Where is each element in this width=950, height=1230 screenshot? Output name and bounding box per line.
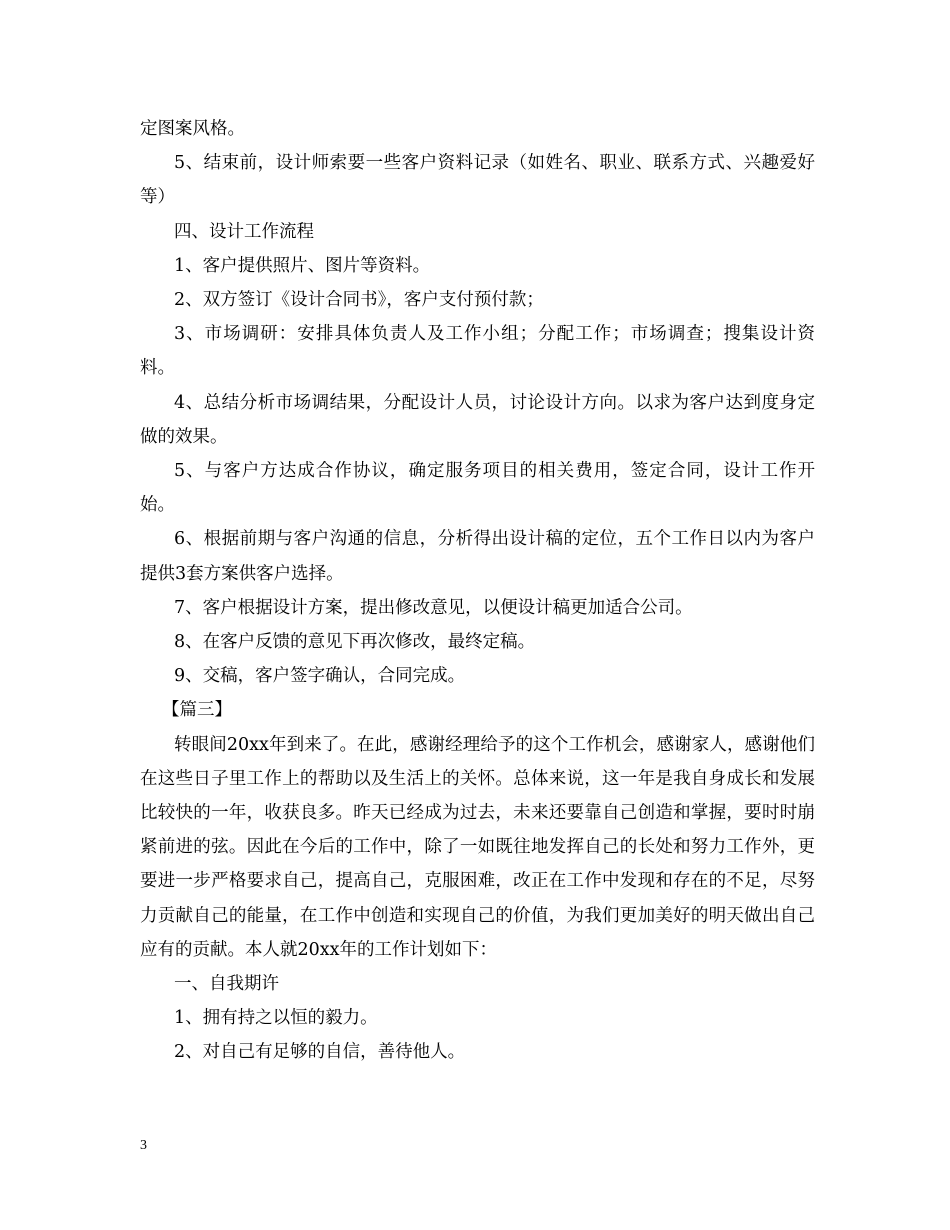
list-item: 7、客户根据设计方案，提出修改意见，以便设计稿更加适合公司。	[174, 597, 693, 618]
section-heading: 四、设计工作流程	[174, 221, 314, 242]
list-item: 1、客户提供照片、图片等资料。	[174, 255, 431, 276]
document-body	[140, 112, 815, 1070]
paragraph: 定图案风格。	[140, 119, 245, 139]
paragraph: 5、结束前，设计师索要一些客户资料记录（如姓名、职业、联系方式、兴趣爱好等）	[140, 153, 815, 208]
list-item: 6、根据前期与客户沟通的信息，分析得出设计稿的定位，五个工作日以内为客户提供3套方案供客户选择。	[140, 529, 815, 584]
list-item: 8、在客户反馈的意见下再次修改，最终定稿。	[174, 632, 536, 653]
list-item: 3、市场调研：安排具体负责人及工作小组；分配工作；市场调查；搜集设计资料。	[140, 324, 815, 379]
page-number: 3	[140, 1138, 147, 1153]
chapter-title: 【篇三】	[162, 700, 232, 721]
section-heading: 一、自我期许	[174, 974, 279, 995]
list-item: 1、拥有持之以恒的毅力。	[174, 1008, 378, 1029]
list-item: 9、交稿，客户签字确认，合同完成。	[174, 666, 466, 687]
paragraph: 转眼间20xx年到来了。在此，感谢经理给予的这个工作机会，感谢家人，感谢他们在这些日子里工作上的帮助以及生活上的关怀。总体来说，这一年是我自身成长和发展比较快的一年，收获良多。昨天已经成为过去，未来还要靠自己创造和掌握，要时时崩紧前进的弦。因此在今后的工作中，除了一如既往地发挥自己的长处和努力工作外，更要进一步严格要求自己，提高自己，克服困难，改正在工作中发现和存在的不足，尽努力贡献自己的能量，在工作中创造和实现自己的价值，为我们更加美好的明天做出自己应有的贡献。本人就20xx年的工作计划如下：	[140, 734, 815, 960]
list-item: 5、与客户方达成合作协议，确定服务项目的相关费用，签定合同，设计工作开始。	[140, 461, 815, 516]
list-item: 2、对自己有足够的自信，善待他人。	[174, 1042, 466, 1063]
list-item: 2、双方签订《设计合同书》，客户支付预付款；	[174, 290, 544, 311]
list-item: 4、总结分析市场调结果，分配设计人员，讨论设计方向。以求为客户达到度身定做的效果。	[140, 392, 815, 447]
